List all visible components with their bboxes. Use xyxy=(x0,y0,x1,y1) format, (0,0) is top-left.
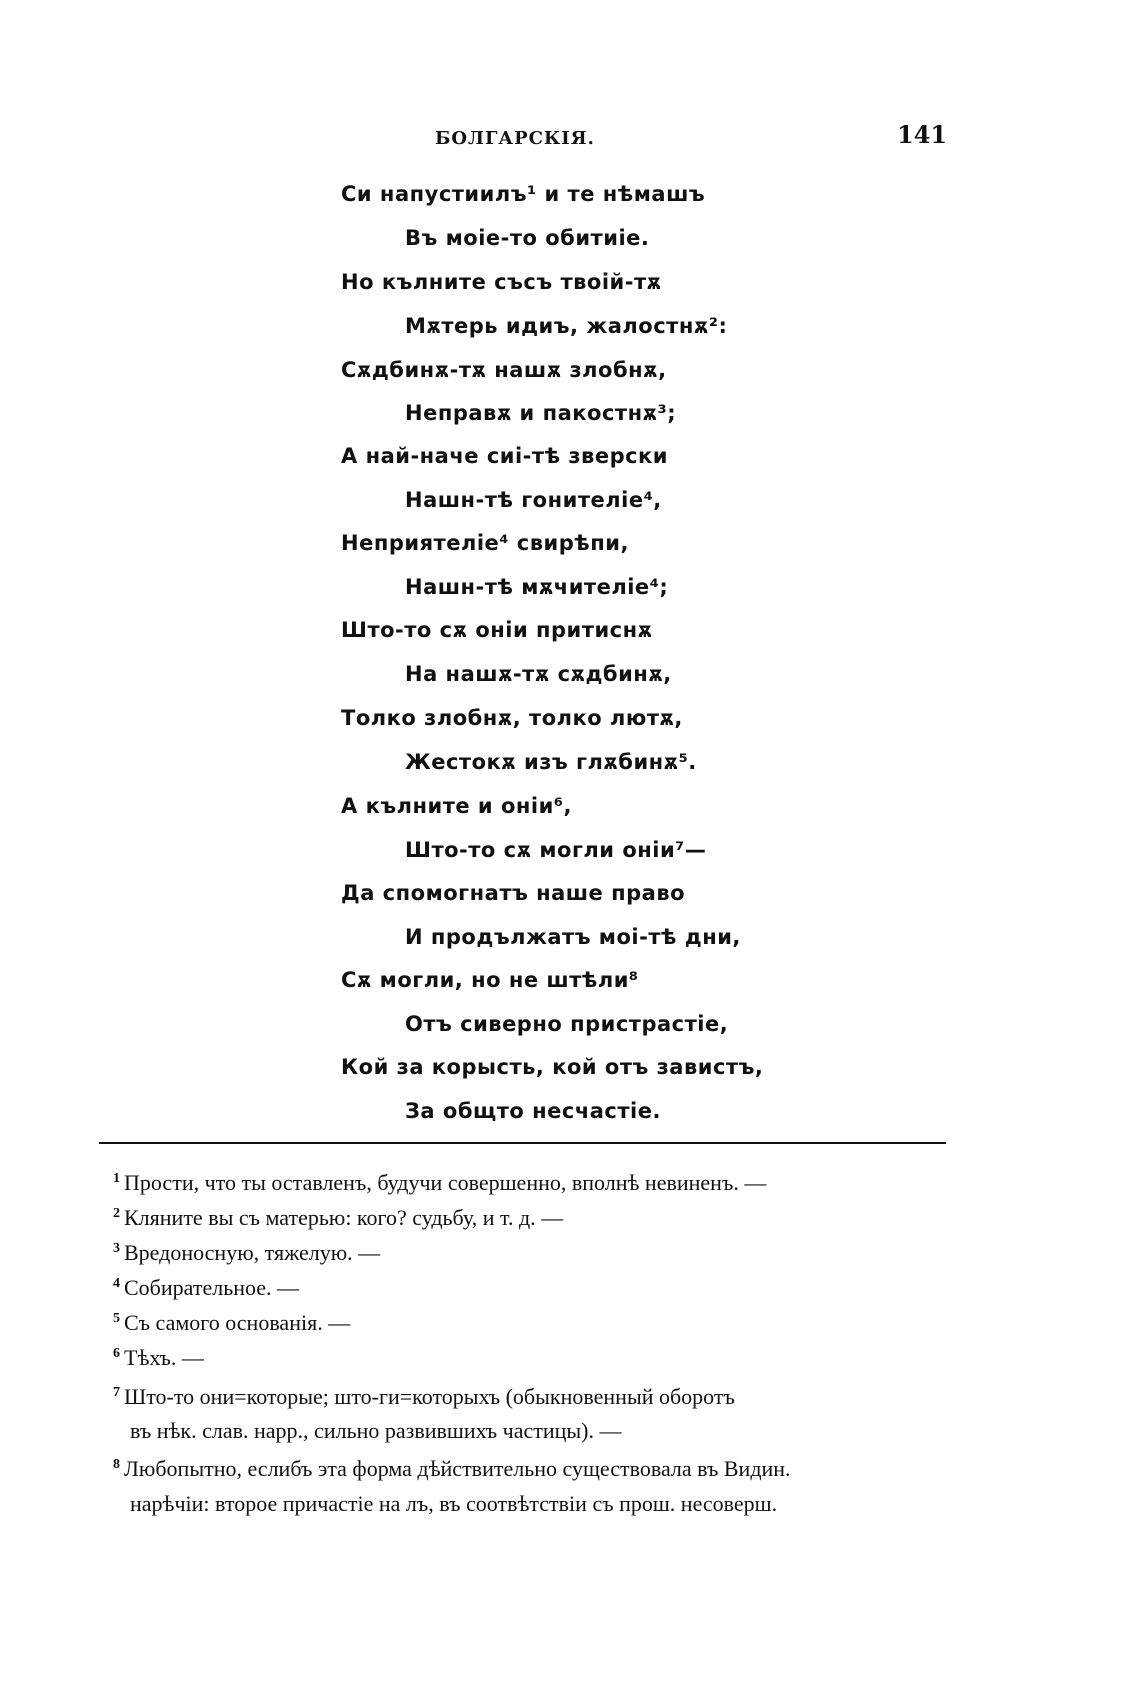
poem-line: Што-то сѫ оніи притиснѫ xyxy=(341,618,653,642)
poem-line: Толко злобнѫ, толко лютѫ, xyxy=(341,706,683,730)
poem-line: Сѫ могли, но не штѣли⁸ xyxy=(341,968,639,992)
footnote-mark: 3 xyxy=(113,1240,120,1256)
poem-line: А най-наче сиі-тѣ зверски xyxy=(341,444,669,468)
footnote-mark: 2 xyxy=(113,1205,120,1221)
footnote-text: Кляните вы съ матерью: кого? судьбу, и т. д. — xyxy=(124,1205,564,1230)
footnote-mark: 6 xyxy=(113,1345,120,1361)
footnote-text: Вредоносную, тяжелую. — xyxy=(124,1240,381,1265)
footnote-continuation: въ нѣк. слав. нарр., сильно развившихъ частицы). — xyxy=(130,1418,622,1443)
poem-line: Си напустиилъ¹ и те нѣмашъ xyxy=(341,182,706,206)
footnote-mark: 8 xyxy=(113,1456,120,1472)
poem-line: Мѫтерь идиъ, жалостнѫ²: xyxy=(405,314,728,338)
poem-line: Въ моіе-то обитиіе. xyxy=(405,226,650,250)
footnote xyxy=(113,1240,380,1266)
poem-line: Сѫдбинѫ-тѫ нашѫ злобнѫ, xyxy=(341,358,667,382)
poem-line: Нашн-тѣ гонителіе⁴, xyxy=(405,488,662,512)
poem-line: А кълните и оніи⁶, xyxy=(341,794,572,818)
page-number: 141 xyxy=(897,120,948,149)
footnote xyxy=(113,1205,563,1231)
poem-line: Да спомогнатъ наше право xyxy=(341,881,686,905)
poem-line: Нашн-тѣ мѫчителіе⁴; xyxy=(405,575,669,599)
footnote-mark: 7 xyxy=(113,1384,120,1400)
footnote xyxy=(113,1310,350,1336)
poem-line: На нашѫ-тѫ сѫдбинѫ, xyxy=(405,662,672,686)
poem-line: Но кълните съсъ твоій-тѫ xyxy=(341,270,662,294)
poem-line: Кой за корысть, кой отъ завистъ, xyxy=(341,1055,764,1079)
footnote-rule xyxy=(99,1142,946,1144)
footnote-text: Прости, что ты оставленъ, будучи совершенно, вполнѣ невиненъ. — xyxy=(124,1170,767,1195)
footnote-text: Съ самого основанія. — xyxy=(124,1310,351,1335)
poem-line: И продължатъ моі-тѣ дни, xyxy=(405,925,741,949)
footnote xyxy=(113,1170,766,1196)
footnote xyxy=(113,1345,204,1371)
footnote-mark: 4 xyxy=(113,1275,120,1291)
running-title: БОЛГАРСКІЯ. xyxy=(435,128,595,149)
footnote-text: Собирательное. — xyxy=(124,1275,300,1300)
footnote-mark: 1 xyxy=(113,1170,120,1186)
footnote xyxy=(113,1384,735,1410)
footnote-text: Што-то они=которые; што-ги=которыхъ (обыкновенный оборотъ xyxy=(124,1384,735,1409)
poem-line: Неправѫ и пакостнѫ³; xyxy=(405,401,677,425)
footnote xyxy=(113,1456,791,1482)
footnote-text: Любопытно, еслибъ эта форма дѣйствительно существовала въ Видин. xyxy=(124,1456,791,1481)
footnote-continuation: нарѣчіи: второе причастіе на лъ, въ соотвѣтствіи съ прош. несоверш. xyxy=(130,1491,778,1516)
poem-line: Жестокѫ изъ глѫбинѫ⁵. xyxy=(405,750,697,774)
footnote-mark: 5 xyxy=(113,1310,120,1326)
footnote xyxy=(113,1275,299,1301)
poem-line: Неприятеліе⁴ свирѣпи, xyxy=(341,531,629,555)
footnote-text: Тѣхъ. — xyxy=(124,1345,204,1370)
poem-line: Отъ сиверно пристрастіе, xyxy=(405,1012,729,1036)
poem-line: Што-то сѫ могли оніи⁷— xyxy=(405,838,707,862)
poem-line: За общто несчастіе. xyxy=(405,1099,661,1123)
